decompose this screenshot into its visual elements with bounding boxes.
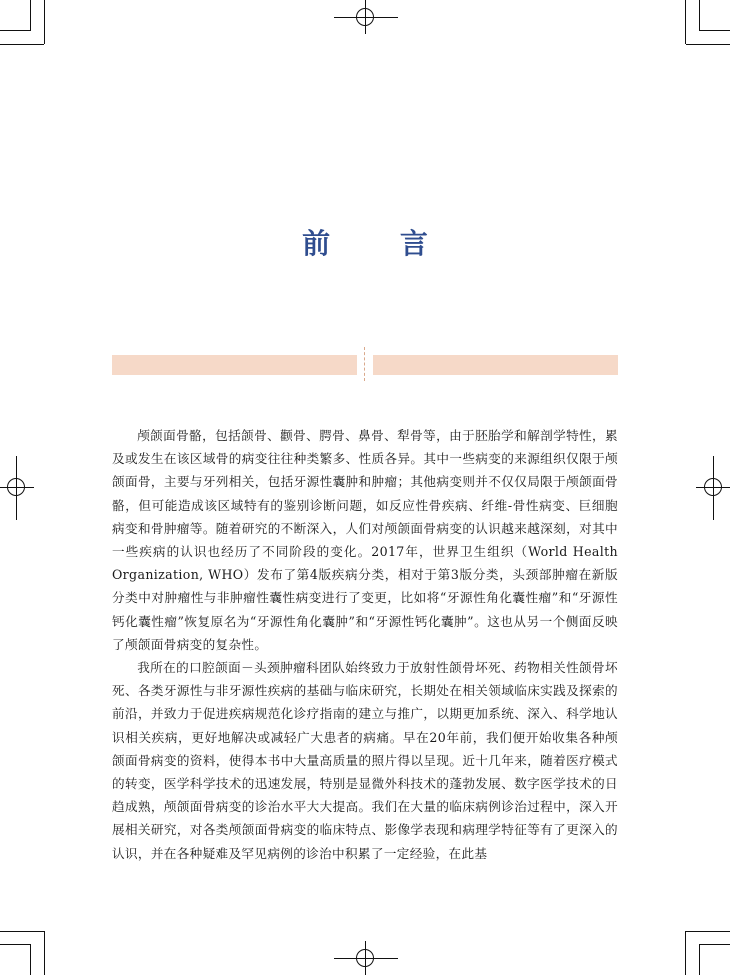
crop-mark-top-right-h	[699, 30, 730, 31]
crop-mark-bottom-right-h2	[686, 931, 730, 932]
crop-mark-top-left-h	[0, 30, 31, 31]
crop-mark-top-left-h2	[0, 44, 44, 45]
registration-mark-left-circle	[7, 478, 25, 496]
crop-mark-top-right-v	[699, 0, 700, 31]
crop-mark-top-right-h2	[686, 44, 730, 45]
paragraph-1: 颅颌面骨骼，包括颌骨、颧骨、腭骨、鼻骨、犁骨等，由于胚胎学和解剖学特性，累及或发生在该区域骨的病变往往种类繁多、性质各异。其中一些病变的来源组织仅限于颅颌面骨，主要与牙列相关，包括牙源性囊肿和肿瘤；其他病变则并不仅仅局限于颅颌面骨骼，但可能造成该区域特有的鉴别诊断问题，如反应性骨疾病、纤维-骨性病变、巨细胞病变和骨肿瘤等。随着研究的不断深入，人们对颅颌面骨病变的认识越来越深刻，对其中一些疾病的认识也经历了不同阶段的变化。2017年，世界卫生组织（World Health Organization, WHO）发布了第4版疾病分类，相对于第3版分类，头颈部肿瘤在新版分类中对肿瘤性与非肿瘤性囊性病变进行了变更，比如将“牙源性角化囊性瘤”和“牙源性钙化囊性瘤”恢复原名为“牙源性角化囊肿”和“牙源性钙化囊肿”。这也从另一个侧面反映了颅颌面骨病变的复杂性。	[112, 428, 618, 652]
registration-mark-right-circle	[704, 478, 722, 496]
registration-mark-bottom-circle	[356, 949, 374, 967]
registration-mark-top-circle	[356, 8, 374, 26]
decorative-band-divider	[364, 347, 365, 381]
crop-mark-top-left-v2	[44, 0, 45, 44]
crop-mark-top-left-v	[30, 0, 31, 31]
preface-body	[112, 424, 618, 865]
crop-mark-bottom-left-v2	[44, 931, 45, 975]
crop-mark-bottom-left-h2	[0, 931, 44, 932]
crop-mark-bottom-right-h	[699, 944, 730, 945]
crop-mark-top-right-v2	[685, 0, 686, 44]
crop-mark-bottom-left-v	[30, 944, 31, 975]
crop-mark-bottom-right-v	[699, 944, 700, 975]
decorative-band-left	[112, 355, 357, 375]
paragraph-2: 我所在的口腔颌面－头颈肿瘤科团队始终致力于放射性颌骨坏死、药物相关性颌骨坏死、各类牙源性与非牙源性疾病的基础与临床研究，长期处在相关领域临床实践及探索的前沿，并致力于促进疾病规范化诊疗指南的建立与推广，以期更加系统、深入、科学地认识相关疾病，更好地解决或减轻广大患者的病痛。早在20年前，我们便开始收集各种颅颌面骨病变的资料，使得本书中大量高质量的照片得以呈现。近十几年来，随着医疗模式的转变，医学科学技术的迅速发展，特别是显微外科技术的蓬勃发展、数字医学技术的日趋成熟，颅颌面骨病变的诊治水平大大提高。我们在大量的临床病例诊治过程中，深入开展相关研究，对各类颅颌面骨病变的临床特点、影像学表现和病理学特征等有了更深入的认识，并在各种疑难及罕见病例的诊治中积累了一定经验，在此基	[112, 660, 618, 861]
crop-mark-bottom-right-v2	[685, 931, 686, 975]
decorative-band-right	[373, 355, 618, 375]
page-title: 前 言	[302, 227, 458, 260]
crop-mark-bottom-left-h	[0, 944, 31, 945]
